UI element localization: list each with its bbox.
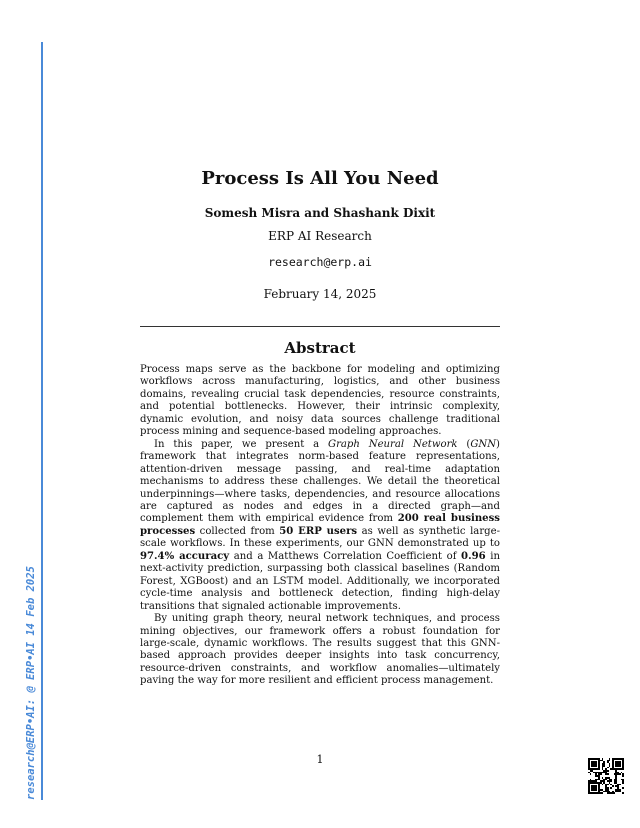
affiliation: ERP AI Research bbox=[268, 229, 372, 243]
text-run: In this paper, we present a bbox=[154, 438, 329, 450]
text-run: 97.4% accuracy bbox=[140, 550, 230, 562]
abstract-heading: Abstract bbox=[284, 339, 356, 357]
abstract-paragraph bbox=[140, 439, 500, 613]
text-run: and a Matthews Correlation Coefficient of bbox=[229, 550, 462, 562]
text-run: Graph Neural Network bbox=[328, 438, 458, 450]
text-run: GNN bbox=[470, 438, 497, 450]
text-run: By uniting graph theory, neural network techniques, and process mining objectives, our framework offers a robust foundation for large-scale, dynamic workflows. The results suggest that this GNN-based approach provides deeper insights into task concurrency, resource-driven constraints, and workflow anomalies—ultimately paving the way for more resilient and efficient process management. bbox=[140, 613, 500, 687]
divider bbox=[140, 326, 500, 327]
abstract-paragraph bbox=[140, 613, 500, 688]
text-run: 200 real business processes bbox=[140, 513, 500, 537]
paper-title: Process Is All You Need bbox=[201, 168, 439, 189]
margin-rule bbox=[41, 42, 43, 800]
text-run: ) framework that integrates norm-based feature representations, attention-driven message passing, and real-time adaptation mechanisms to address these challenges. We detail the theoretical underpinnings—where tasks, dependencies, and resource allocations are captured as nodes and edges in a directed graph—and complement them with empirical evidence from bbox=[140, 438, 500, 525]
text-run: in next-activity prediction, surpassing both classical baselines (Random Forest, XGBoost) and an LSTM model. Additionally, we incorporated cycle-time analysis and bottleneck detection, finding high-delay transitions that signaled actionable improvements. bbox=[140, 550, 500, 612]
text-run: collected from bbox=[195, 525, 280, 537]
text-run: ( bbox=[457, 438, 471, 450]
authors: Somesh Misra and Shashank Dixit bbox=[204, 206, 436, 220]
page-number: 1 bbox=[316, 753, 324, 766]
text-run: 0.96 bbox=[461, 550, 486, 562]
qr-code bbox=[588, 758, 624, 794]
date: February 14, 2025 bbox=[263, 287, 377, 301]
text-run: 50 ERP users bbox=[279, 525, 358, 537]
text-run: as well as synthetic large-scale workflows. In these experiments, our GNN demonstrated up to bbox=[140, 525, 500, 550]
side-stamp: research@ERP•AI: @ ERP•AI 14 Feb 2025 bbox=[25, 566, 37, 800]
email: research@erp.ai bbox=[268, 255, 372, 269]
text-run: Process maps serve as the backbone for modeling and optimizing workflows across manufacturing, logistics, and other business domains, revealing crucial task dependencies, resource constraints, and potential bottlenecks. However, their intrinsic complexity, dynamic evolution, and noisy data sources challenge traditional process mining and sequence-based modeling approaches. bbox=[140, 364, 500, 438]
abstract-body bbox=[140, 364, 500, 688]
abstract-paragraph bbox=[140, 364, 500, 439]
